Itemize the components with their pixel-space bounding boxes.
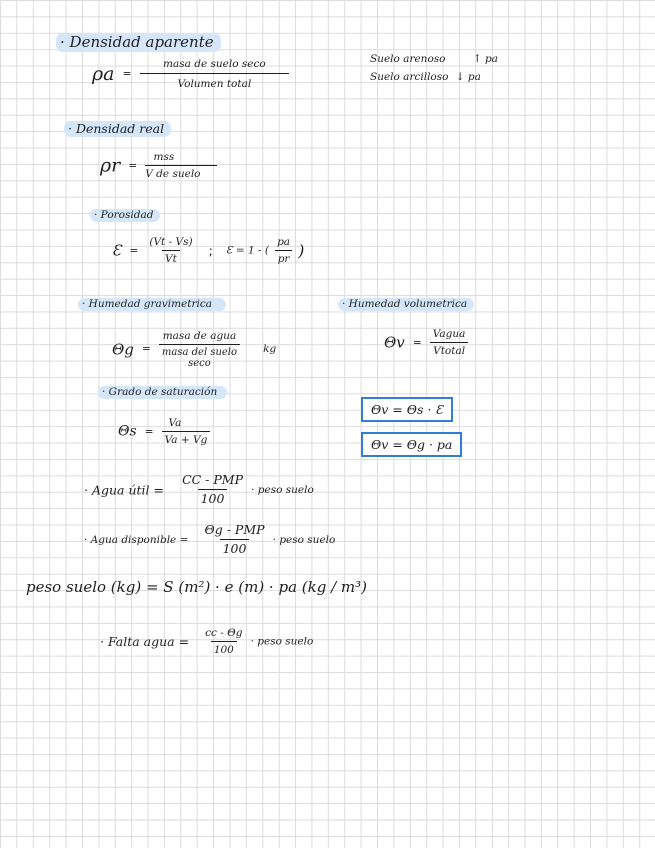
alt-numerator: pa: [277, 236, 291, 248]
denominator: Va + Vg: [162, 431, 211, 446]
numerator: Θg - PMP: [204, 522, 265, 537]
symbol-epsilon: Ɛ: [112, 241, 122, 260]
symbol-rho-r: ρr: [100, 154, 121, 177]
numerator: Vagua: [432, 328, 466, 340]
denominator: Vt: [162, 250, 180, 265]
numerator: CC - PMP: [182, 472, 243, 487]
fraction: [146, 236, 195, 265]
equals-sign: =: [122, 68, 132, 81]
formula-grado-saturacion: [118, 417, 210, 446]
heading-grado-saturacion: · Grado de saturación: [98, 386, 227, 399]
boxed-formula-theta-g-pa: Θv = Θg · pa: [361, 432, 462, 457]
note-suelo-arenoso: [370, 53, 498, 65]
alt-fraction: [274, 236, 293, 265]
heading-humedad-gravimetrica: · Humedad gravimetrica: [78, 298, 226, 311]
fraction: [430, 328, 469, 357]
boxed-formula-theta-s-epsilon: Θv = Θs · Ɛ: [361, 397, 453, 422]
formula-label: · Falta agua =: [100, 634, 190, 650]
heading-porosidad: · Porosidad: [90, 209, 160, 222]
formula-humedad-volumetrica: [384, 328, 468, 357]
formula-suffix: · peso suelo: [250, 635, 314, 648]
denominator: Vtotal: [430, 342, 468, 357]
fraction: [202, 627, 245, 656]
alt-formula-lhs: Ɛ = 1 - (: [225, 244, 269, 257]
denominator: 100: [198, 489, 228, 506]
equals-sign: =: [144, 425, 154, 438]
numerator: masa de agua: [162, 330, 237, 342]
fraction: [179, 473, 246, 507]
denominator: Volumen total: [140, 73, 290, 90]
denominator: 100: [220, 539, 250, 556]
equals-sign: =: [129, 244, 139, 257]
note-effect: ↓ pa: [455, 71, 481, 83]
numerator: mss: [153, 151, 175, 163]
formula-humedad-gravimetrica: [112, 330, 276, 369]
fraction: [145, 151, 216, 180]
fraction: [202, 523, 268, 557]
formula-agua-disponible: [84, 523, 335, 557]
note-suelo-arcilloso: [370, 71, 481, 83]
numerator: masa de suelo seco: [163, 58, 266, 70]
equals-sign: =: [128, 159, 138, 172]
note-effect: ↑ pa: [472, 53, 498, 65]
fraction: [159, 330, 240, 369]
symbol-theta-s: Θs: [118, 423, 137, 440]
alt-formula-close: ): [298, 241, 305, 261]
formula-densidad-aparente: [92, 58, 289, 90]
heading-densidad-real: · Densidad real: [64, 121, 171, 137]
formula-suffix: · peso suelo: [251, 483, 314, 496]
separator: ;: [208, 243, 213, 259]
note-label: Suelo arcilloso: [370, 71, 449, 83]
symbol-rho-a: ρa: [92, 63, 115, 86]
formula-suffix: · peso suelo: [272, 533, 336, 546]
formula-label: · Agua disponible =: [84, 533, 189, 546]
equals-sign: =: [412, 336, 422, 349]
fraction: [162, 417, 211, 446]
symbol-theta-v: Θv: [384, 333, 405, 352]
formula-densidad-real: [100, 151, 217, 180]
fraction: [140, 58, 290, 90]
denominator: 100: [211, 641, 237, 656]
formula-porosidad: [112, 236, 304, 265]
denominator-line-1: masa del suelo: [159, 344, 240, 359]
denominator-line-2: seco: [188, 357, 211, 369]
numerator: Va: [168, 417, 182, 429]
numerator: (Vt - Vs): [149, 236, 193, 248]
denominator: V de suelo: [145, 165, 216, 180]
heading-densidad-aparente: · Densidad aparente: [56, 33, 221, 52]
note-label: Suelo arenoso: [370, 53, 446, 65]
formula-falta-agua: [100, 627, 313, 656]
numerator: cc - Θg: [205, 627, 243, 639]
equals-sign: =: [142, 343, 151, 356]
formula-agua-util: [84, 473, 314, 507]
heading-humedad-volumetrica: · Humedad volumetrica: [338, 298, 474, 311]
unit-kg: kg: [263, 343, 277, 356]
symbol-theta-g: Θg: [112, 340, 134, 359]
alt-denominator: pr: [275, 250, 293, 265]
formula-peso-suelo: peso suelo (kg) = S (m²) · e (m) · pa (kg / m³): [26, 578, 368, 596]
formula-label: · Agua útil =: [84, 482, 164, 498]
